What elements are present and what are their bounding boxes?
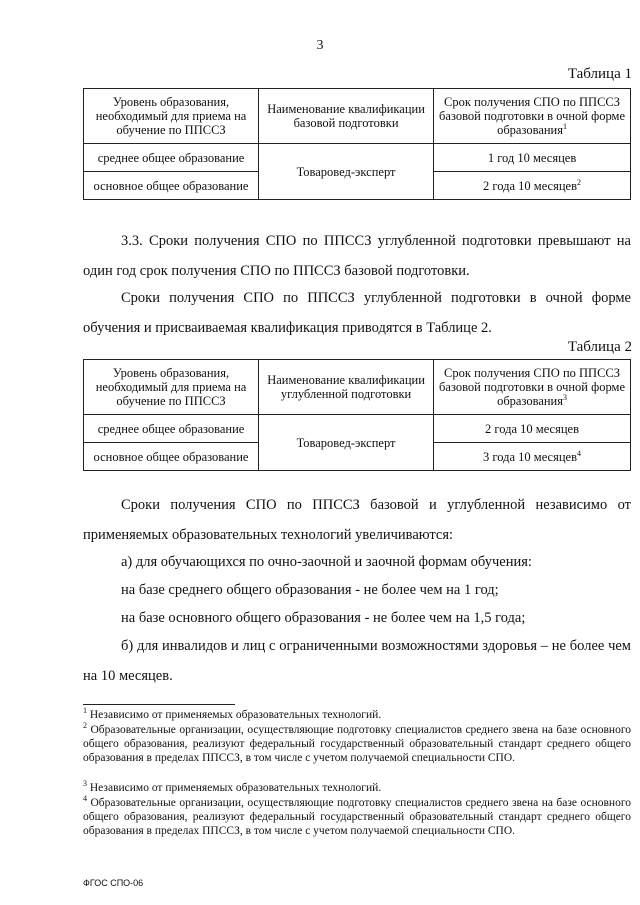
footnote-2 — [83, 723, 631, 765]
paragraph-3-3: 3.3. Сроки получения СПО по ППССЗ углубленной подготовки превышают на один год срок получения СПО по ППССЗ базовой подготовки. — [83, 233, 631, 279]
table2-qualification-cell: Товаровед-эксперт — [259, 415, 434, 471]
footnote-text: Независимо от применяемых образовательных технологий. — [89, 709, 382, 721]
footnote-3 — [83, 781, 631, 795]
table2-caption: Таблица 2 — [567, 339, 632, 355]
table2-header-term-text: Срок получения СПО по ППССЗ базовой подготовки в очной форме образования — [439, 366, 625, 408]
footnote-1 — [83, 708, 631, 722]
table1-term-cell — [434, 172, 631, 200]
footnote-text: Независимо от применяемых образовательных технологий. — [89, 782, 382, 794]
table-row — [84, 415, 631, 443]
table1-header-qualification: Наименование квалификации базовой подготовки — [259, 89, 434, 144]
footnote-ref-3: 3 — [563, 392, 567, 402]
footnote-number: 3 — [83, 779, 87, 789]
table1-level-cell: основное общее образование — [84, 172, 259, 200]
footnote-ref-2: 2 — [577, 177, 581, 187]
table2-term-text: 3 года 10 месяцев — [483, 449, 577, 464]
footnote-number: 1 — [83, 706, 87, 716]
table1-term-cell: 1 год 10 месяцев — [434, 144, 631, 172]
table1-term-text: 2 года 10 месяцев — [483, 178, 577, 193]
paragraph-basic-base: на базе основного общего образования - не более чем на 1,5 года; — [121, 610, 526, 626]
table1-caption: Таблица 1 — [567, 66, 632, 82]
footer-code: ФГОС СПО-06 — [83, 878, 144, 888]
footnote-text: Образовательные организации, осуществляющие подготовку специалистов среднего звена на базе основного общего образования, реализуют федеральный государственный образовательный стандарт среднего общего образования в пределах ППССЗ, в том числе с учетом получаемой специальности СПО. — [83, 724, 632, 764]
table2-level-cell: основное общее образование — [84, 443, 259, 471]
table1 — [83, 88, 631, 200]
footnote-number: 2 — [83, 721, 87, 731]
table1-header-term — [434, 89, 631, 144]
table1-header-term-text: Срок получения СПО по ППССЗ базовой подготовки в очной форме образования — [439, 95, 625, 137]
table2-header-term — [434, 360, 631, 415]
table1-header-level: Уровень образования, необходимый для приема на обучение по ППССЗ — [84, 89, 259, 144]
footnote-4 — [83, 796, 631, 838]
table2 — [83, 359, 631, 471]
table-row — [84, 144, 631, 172]
paragraph-item-b: б) для инвалидов и лиц с ограниченными возможностями здоровья – не более чем на 10 месяцев. — [83, 638, 631, 684]
footnote-separator — [83, 704, 235, 705]
table1-level-cell: среднее общее образование — [84, 144, 259, 172]
footnote-text: Образовательные организации, осуществляющие подготовку специалистов среднего звена на базе основного общего образования, реализуют федеральный государственный образовательный стандарт среднего общего образования в пределах ППССЗ, в том числе с учетом получаемой специальности СПО. — [83, 797, 632, 837]
footnote-ref-1: 1 — [563, 121, 567, 131]
paragraph-increase: Сроки получения СПО по ППССЗ базовой и углубленной независимо от применяемых образовательных технологий увеличиваются: — [83, 497, 631, 543]
table1-qualification-cell: Товаровед-эксперт — [259, 144, 434, 200]
paragraph-table2-intro: Сроки получения СПО по ППССЗ углубленной подготовки в очной форме обучения и присваиваемая квалификация приводятся в Таблице 2. — [83, 290, 631, 336]
table2-level-cell: среднее общее образование — [84, 415, 259, 443]
footnote-ref-4: 4 — [577, 448, 581, 458]
table2-term-cell: 2 года 10 месяцев — [434, 415, 631, 443]
table1-header-row — [84, 89, 631, 144]
table2-header-row — [84, 360, 631, 415]
paragraph-secondary-base: на базе среднего общего образования - не более чем на 1 год; — [121, 582, 499, 598]
table2-term-cell — [434, 443, 631, 471]
page-number: 3 — [316, 38, 324, 53]
table2-header-level: Уровень образования, необходимый для приема на обучение по ППССЗ — [84, 360, 259, 415]
paragraph-item-a: а) для обучающихся по очно-заочной и заочной формам обучения: — [121, 554, 532, 570]
table2-header-qualification: Наименование квалификации углубленной подготовки — [259, 360, 434, 415]
footnote-number: 4 — [83, 794, 87, 804]
